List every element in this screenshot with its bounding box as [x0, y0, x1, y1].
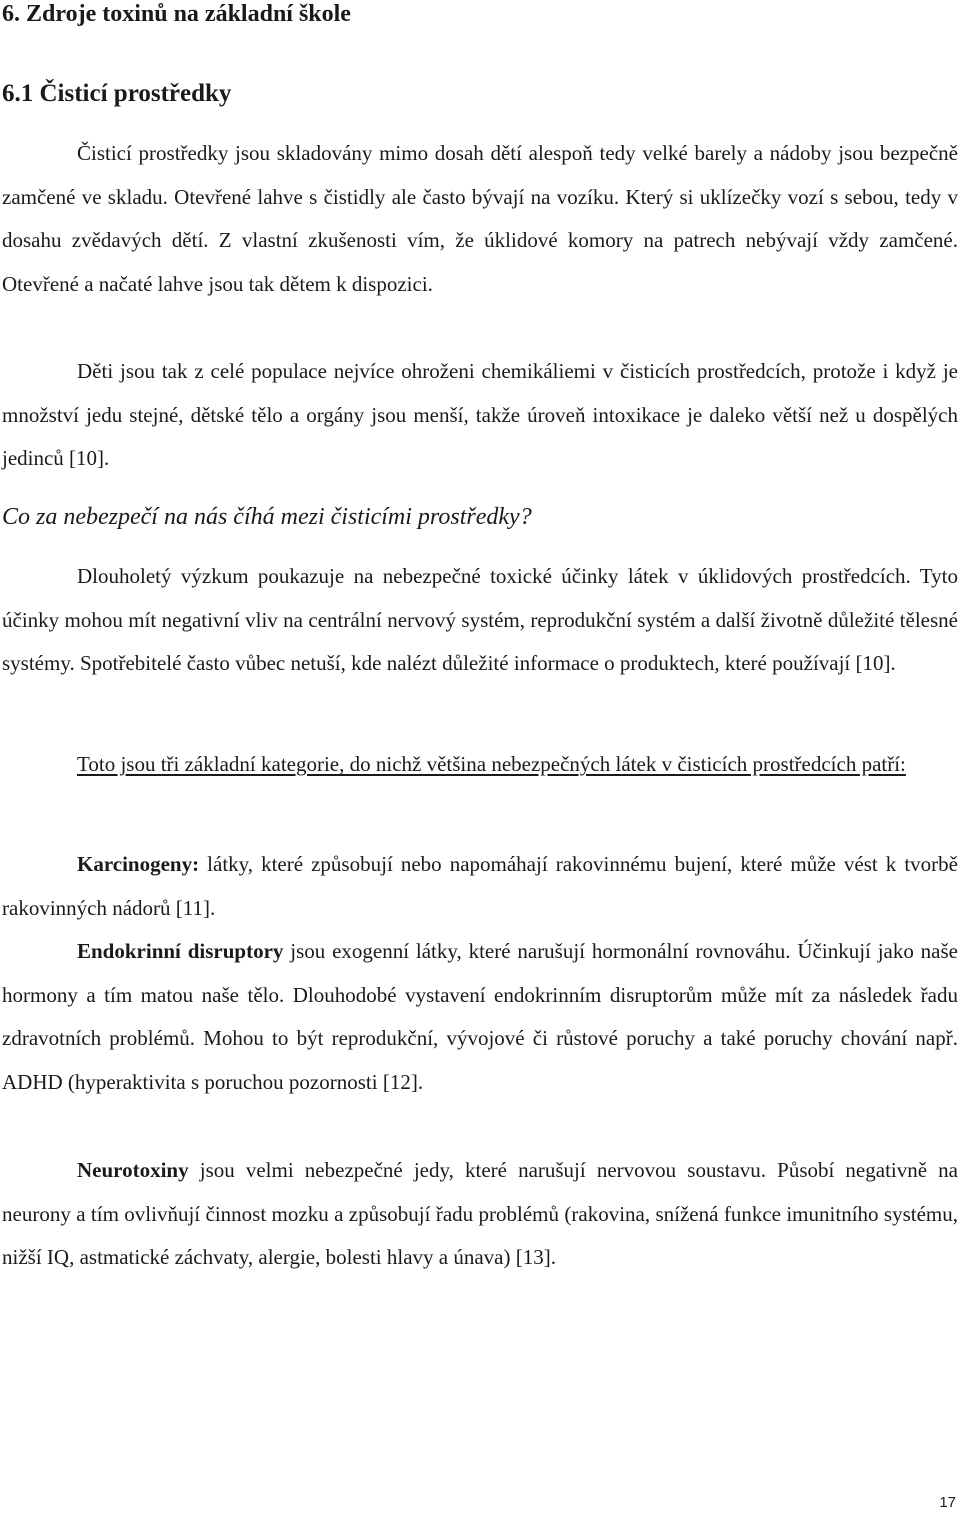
question-heading: Co za nebezpečí na nás číhá mezi čisticími prostředky?: [2, 504, 532, 530]
paragraph-storage: Čisticí prostředky jsou skladovány mimo dosah dětí alespoň tedy velké barely a nádoby jsou bezpečně zamčené ve skladu. Otevřené lahve s čistidly ale často bývají na vozíku. Který si uklízečky vozí s sebou, tedy v dosahu zvědavých dětí. Z vlastní zkušenosti vím, že úklidové komory na patrech nebývají vždy zamčené. Otevřené a načaté lahve jsou tak dětem k dispozici.: [2, 141, 958, 296]
paragraph-neurotoxins: [2, 1149, 958, 1280]
carcinogens-term: Karcinogeny:: [77, 852, 200, 876]
neuro-text: jsou velmi nebezpečné jedy, které narušují nervovou soustavu. Působí negativně na neurony a tím ovlivňují činnost mozku a způsobují řadu problémů (rakovina, snížená funkce imunitního systému, nižší IQ, astmatické záchvaty, alergie, bolesti hlavy a únava) [13].: [2, 1158, 958, 1269]
endocrine-text: jsou exogenní látky, které narušují hormonální rovnováhu. Účinkují jako naše hormony a tím matou naše tělo. Dlouhodobé vystavení endokrinním disruptorům může mít za následek řadu zdravotních problémů. Mohou to být reprodukční, vývojové či růstové poruchy a také poruchy chování např. ADHD (hyperaktivita s poruchou pozornosti [12].: [2, 939, 958, 1094]
paragraph-research: Dlouholetý výzkum poukazuje na nebezpečné toxické účinky látek v úklidových prostředcích. Tyto účinky mohou mít negativní vliv na centrální nervový systém, reprodukční systém a další životně důležité tělesné systémy. Spotřebitelé často vůbec netuší, kde nalézt důležité informace o produktech, které používají [10].: [2, 564, 958, 675]
paragraph-children-risk: Děti jsou tak z celé populace nejvíce ohroženi chemikáliemi v čisticích prostředcích, protože i když je množství jedu stejné, dětské tělo a orgány jsou menší, takže úroveň intoxikace je daleko větší než u dospělých jedinců [10].: [2, 359, 958, 470]
chapter-heading: 6. Zdroje toxinů na základní škole: [2, 1, 351, 27]
carcinogens-text: látky, které způsobují nebo napomáhají rakovinnému bujení, které může vést k tvorbě rakovinných nádorů [11].: [2, 852, 958, 920]
categories-intro-text: Toto jsou tři základní kategorie, do nichž většina nebezpečných látek v čisticích prostředcích patří:: [77, 752, 906, 776]
paragraph-carcinogens: [2, 843, 958, 930]
endocrine-term: Endokrinní disruptory: [77, 939, 284, 963]
paragraph-endocrine: [2, 930, 958, 1104]
categories-intro: [2, 743, 958, 787]
section-heading: 6.1 Čisticí prostředky: [2, 80, 232, 107]
page-number: 17: [939, 1494, 956, 1511]
neuro-term: Neurotoxiny: [77, 1158, 189, 1182]
